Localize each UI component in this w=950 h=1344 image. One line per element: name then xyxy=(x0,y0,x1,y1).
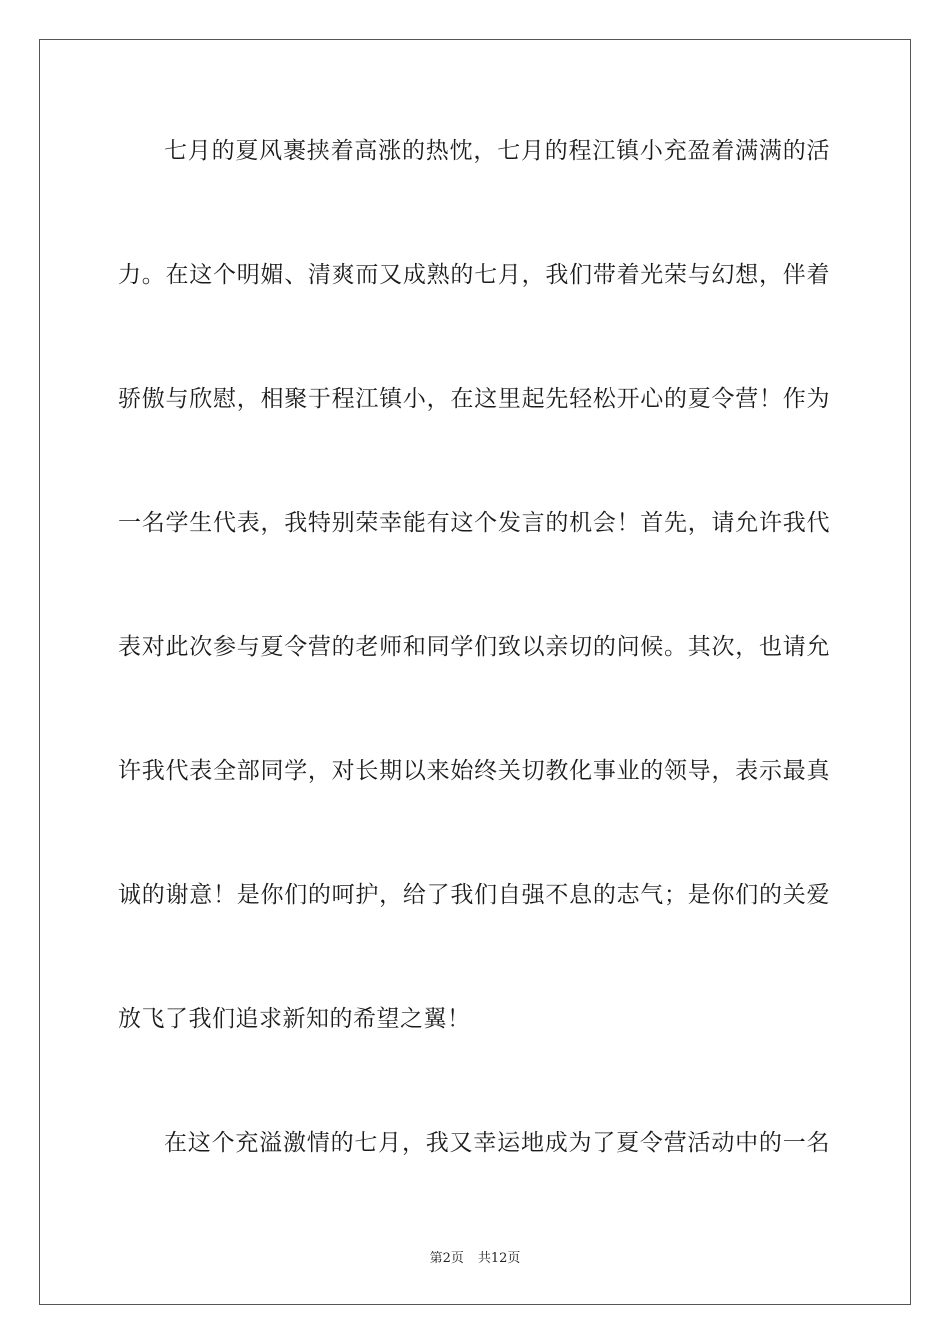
page-number: 第2页 xyxy=(429,1251,464,1266)
page-border xyxy=(39,39,911,1305)
paragraph-1-line-2: 力。在这个明媚、清爽而又成熟的七月，我们带着光荣与幻想，伴着 xyxy=(118,262,830,288)
paragraph-1-line-8: 放飞了我们追求新知的希望之翼！ xyxy=(118,1006,471,1032)
paragraph-1-line-3: 骄傲与欣慰，相聚于程江镇小，在这里起先轻松开心的夏令营！作为 xyxy=(118,386,830,412)
paragraph-1-line-6: 许我代表全部同学，对长期以来始终关切教化事业的领导，表示最真 xyxy=(118,758,830,784)
paragraph-1-line-1: 七月的夏风裹挟着高涨的热忱，七月的程江镇小充盈着满满的活 xyxy=(164,138,830,164)
paragraph-1-line-4: 一名学生代表，我特别荣幸能有这个发言的机会！首先，请允许我代 xyxy=(118,510,830,536)
paragraph-1-line-5: 表对此次参与夏令营的老师和同学们致以亲切的问候。其次，也请允 xyxy=(118,634,830,660)
page-total: 共12页 xyxy=(477,1251,521,1266)
page-footer xyxy=(0,1247,950,1266)
paragraph-1-line-7: 诚的谢意！是你们的呵护，给了我们自强不息的志气；是你们的关爱 xyxy=(118,882,830,908)
paragraph-2-line-1: 在这个充溢激情的七月，我又幸运地成为了夏令营活动中的一名 xyxy=(164,1130,830,1156)
